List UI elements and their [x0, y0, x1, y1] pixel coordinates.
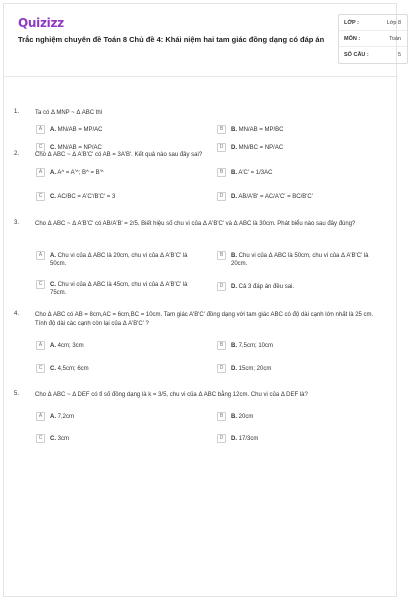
option-text: Chu vi của Δ ABC là 45cm, chu vi của Δ A'B'C' là 75cm. — [50, 282, 188, 296]
option-box: C — [36, 192, 45, 201]
meta-key: LỚP : — [344, 20, 359, 26]
option-letter: D. — [231, 436, 237, 442]
option-box: C — [36, 364, 45, 373]
question-number: 5. — [14, 391, 20, 397]
option-letter: A. — [50, 253, 56, 259]
option-box: A — [36, 251, 45, 260]
option-letter: B. — [231, 343, 237, 349]
meta-value: 5 — [397, 52, 401, 58]
option-text: Cả 3 đáp án đều sai. — [238, 284, 295, 290]
worksheet-header — [18, 14, 401, 64]
header-divider — [4, 76, 398, 77]
option-box: A — [36, 168, 45, 177]
question-text: Cho Δ ABC ~ Δ DEF có tỉ số đồng dạng là k = 3/5, chu vi của Δ ABC bằng 12cm. Chu vi của Δ DEF là? — [35, 392, 308, 398]
option-text: 7,5cm; 10cm — [238, 343, 274, 349]
meta-row-class — [339, 15, 407, 31]
meta-key: SỐ CÂU : — [344, 52, 369, 58]
meta-row-subject — [339, 31, 407, 47]
question-number: 4. — [14, 311, 20, 317]
option-text: MN/BC = NP/AC — [238, 145, 284, 151]
option-letter: D. — [231, 284, 237, 290]
option-box: A — [36, 125, 45, 134]
option-box: B — [217, 251, 226, 260]
option-text: 4,5cm; 6cm — [57, 366, 89, 372]
question-number: 1. — [14, 109, 20, 115]
option-text: A^ = A'^; B^ = B'^ — [57, 170, 104, 176]
option-letter: C. — [50, 282, 56, 288]
worksheet-page — [3, 3, 401, 597]
question-text: Cho Δ ABC ~ Δ A'B'C' có AB = 3A'B'. Kết quả nào sau đây sai? — [35, 152, 203, 158]
option-box: C — [36, 143, 45, 152]
option-text: 15cm; 20cm — [238, 366, 272, 372]
question-text: Cho Δ ABC ~ Δ A'B'C' có AB/A'B' = 2/5. Biết hiệu số chu vi của Δ A'B'C' và Δ ABC là 30cm. Phát biểu nào sau đây đúng? — [35, 221, 356, 227]
meta-value: Lớp 8 — [386, 20, 401, 26]
option-box: C — [36, 280, 45, 289]
option-letter: A. — [50, 170, 56, 176]
quizizz-logo: Quizizz — [18, 16, 64, 30]
option-letter: C. — [50, 194, 56, 200]
option-text: AC/BC = A'C'/B'C' = 3 — [57, 194, 116, 200]
question-number: 2. — [14, 151, 20, 157]
option-text: A'C' = 1/3AC — [238, 170, 273, 176]
option-letter: B. — [231, 414, 237, 420]
question-text: Ta có Δ MNP ~ Δ ABC thì — [35, 110, 103, 116]
option-box: B — [217, 125, 226, 134]
meta-value: Toán — [389, 36, 401, 42]
option-box: D — [217, 364, 226, 373]
question-text: Cho Δ ABC có AB = 8cm,AC = 6cm,BC = 10cm. Tam giác A'B'C' đồng dạng với tam giác ABC có độ dài cạnh lớn nhất là 25 cm. Tính độ dài các cạnh còn lại của Δ A'B'C' ? — [35, 312, 374, 327]
option-text: 17/3cm — [238, 436, 259, 442]
option-letter: B. — [231, 170, 237, 176]
option-letter: A. — [50, 343, 56, 349]
option-text: 4cm; 3cm — [57, 343, 84, 349]
option-letter: C. — [50, 145, 56, 151]
option-text: MN/AB = MP/AC — [57, 127, 103, 133]
option-text: 3cm — [57, 436, 70, 442]
option-box: A — [36, 341, 45, 350]
option-box: C — [36, 434, 45, 443]
option-letter: A. — [50, 127, 56, 133]
option-box: B — [217, 168, 226, 177]
option-letter: D. — [231, 194, 237, 200]
option-letter: A. — [50, 414, 56, 420]
option-box: D — [217, 282, 226, 291]
worksheet-title: Trắc nghiệm chuyên đề Toán 8 Chủ đề 4: Khái niệm hai tam giác đồng dạng có đáp án — [18, 35, 325, 44]
option-text: 20cm — [238, 414, 254, 420]
question-number: 3. — [14, 220, 20, 226]
meta-key: MÔN : — [344, 36, 361, 42]
option-letter: D. — [231, 366, 237, 372]
meta-row-count — [339, 47, 407, 63]
option-box: D — [217, 143, 226, 152]
option-box: A — [36, 412, 45, 421]
option-text: Chu vi của Δ ABC là 20cm, chu vi của Δ A'B'C' là 50cm. — [50, 253, 188, 267]
option-text: AB/A'B' = AC/A'C' = BC/B'C' — [238, 194, 313, 200]
option-letter: B. — [231, 253, 237, 259]
option-box: B — [217, 341, 226, 350]
option-box: D — [217, 434, 226, 443]
option-box: B — [217, 412, 226, 421]
option-text: 7,2cm — [57, 414, 75, 420]
worksheet-meta-box — [338, 14, 408, 64]
option-box: D — [217, 192, 226, 201]
option-letter: C. — [50, 366, 56, 372]
option-text: Chu vi của Δ ABC là 50cm, chu vi của Δ A'B'C' là 20cm. — [231, 253, 369, 267]
option-text: MN/AB = NP/AC — [57, 145, 102, 151]
option-letter: B. — [231, 127, 237, 133]
option-text: MN/AB = MP/BC — [238, 127, 284, 133]
option-letter: D. — [231, 145, 237, 151]
option-letter: C. — [50, 436, 56, 442]
